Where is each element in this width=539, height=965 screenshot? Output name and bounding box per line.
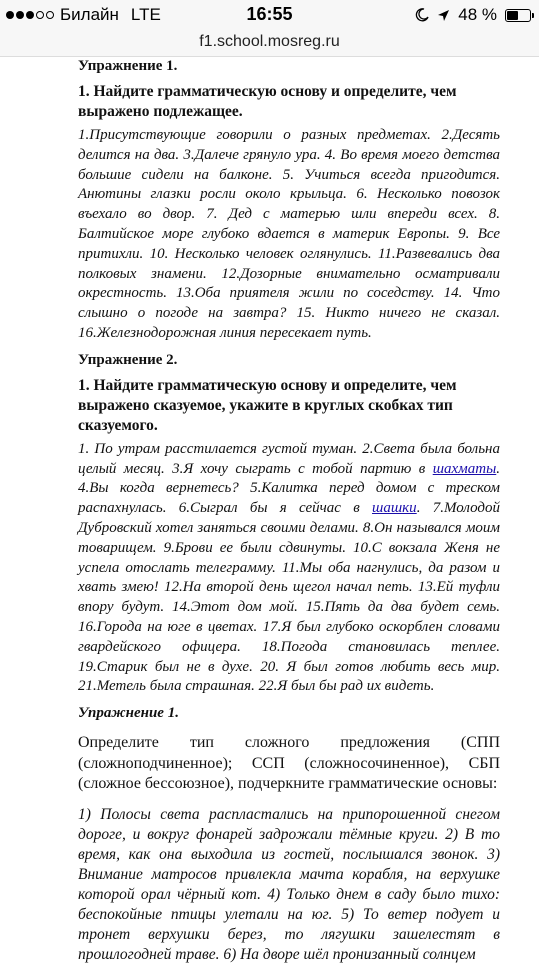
exercise-1-text: 1.Присутствующие говорили о разных предметах. 2.Десять делится на два. 3.Далече грянуло ура. 4. Во время моего детства большие сидели на балконе. 5. Учиться всегда пригодится. Анютины глазки росли около крыльца. 6. Несколько повозок въехало во двор. 7. Дед с матерью шли впереди всех. 8. Балтийское море глубоко вдается в материк Европы. 9. Все притихли. 10. Несколько человек оглянулись. 11.Развевались два полковых знамени. 12.Дозорные внимательно осматривали окрестность. 13.Оба приятеля жили по соседству. 14. Что слышно о погоде на завтра? 15. Никто ничего не сказал. 16.Железнодорожная линия пересекает путь. xyxy=(78,127,500,341)
document-content xyxy=(78,56,500,965)
clock: 16:55 xyxy=(246,4,293,24)
network-type: LTE xyxy=(130,5,161,24)
exercise-2-text-part-b: . 4.Вы когда вернетесь? 5.Калитка перед домом с треском распахнулась. 6.Сыграл бы я сейчас в xyxy=(78,460,500,517)
battery-percent: 48 % xyxy=(458,5,497,24)
exercise-2-text xyxy=(78,440,500,697)
exercise-2-text-part-a: 1. По утрам расстилается густой туман. 2.Света была больна целый месяц. 3.Я хочу сыграть с тобой партию в xyxy=(78,440,500,477)
moon-icon xyxy=(415,8,429,22)
location-arrow-icon xyxy=(437,9,450,22)
chess-link[interactable]: шахматы xyxy=(432,460,497,477)
exercise-2-title: Упражнение 2. xyxy=(78,351,178,368)
url-text: f1.school.mosreg.ru xyxy=(199,33,340,50)
status-right xyxy=(415,5,531,25)
battery-icon xyxy=(505,9,531,22)
address-bar[interactable] xyxy=(0,30,539,57)
carrier-name: Билайн xyxy=(60,5,119,24)
exercise-2-task: 1. Найдите грамматическую основу и определите, чем выражено сказуемое, укажите в круглых скобках тип сказуемого. xyxy=(78,376,457,434)
exercise-1-task: 1. Найдите грамматическую основу и определите, чем выражено подлежащее. xyxy=(78,83,457,120)
exercise-1-title: Упражнение 1. xyxy=(78,58,178,74)
exercise-3-text: 1) Полосы света распластались на припорошенной снегом дороге, и вокруг фонарей задрожали тёмные круги. 2) В то время, как она выходила из гостей, послышался звонок. 3) Внимание матросов привлекла мачта корабля, на верхушке которой орал чёрный кот. 4) Только днем в саду было тихо: беспокойные птицы улетали на юг. 5) То ветер подует и тронет верхушки берез, то лягушки зашелестят в прошлогодней траве. 6) На дворе шёл пронизанный солнцем xyxy=(78,805,500,963)
exercise-3-title: Упражнение 1. xyxy=(78,705,179,722)
exercise-2-text-part-c: . 7.Молодой Дубровский хотел заняться своими делами. 8.Он назывался моим товарищем. 9.Брови ее были сдвинуты. 10.С вокзала Женя не успела отослать телеграмму. 11.Мы оба нагнулись, да разом и хвать змею! 12.На второй день щегол начал петь. 13.Ей туфли впору будут. 14.Этот дом мой. 15.Пять да два будет семь. 16.Города на юге в цветах. 17.Я был глубоко оскорблен словами гвардейского офицера. 18.Погода становилась теплее. 19.Старик был не в духе. 20. Я был готов любить весь мир. 21.Метель была страшная. 22.Я был бы рад их видеть. xyxy=(78,500,500,695)
checkers-link[interactable]: шашки xyxy=(372,500,417,517)
status-bar xyxy=(0,0,539,30)
exercise-3-task: Определите тип сложного предложения (СПП (сложноподчиненное); ССП (сложносочиненное), СБП (сложное бессоюзное), подчеркните грамматические основы: xyxy=(78,734,500,793)
